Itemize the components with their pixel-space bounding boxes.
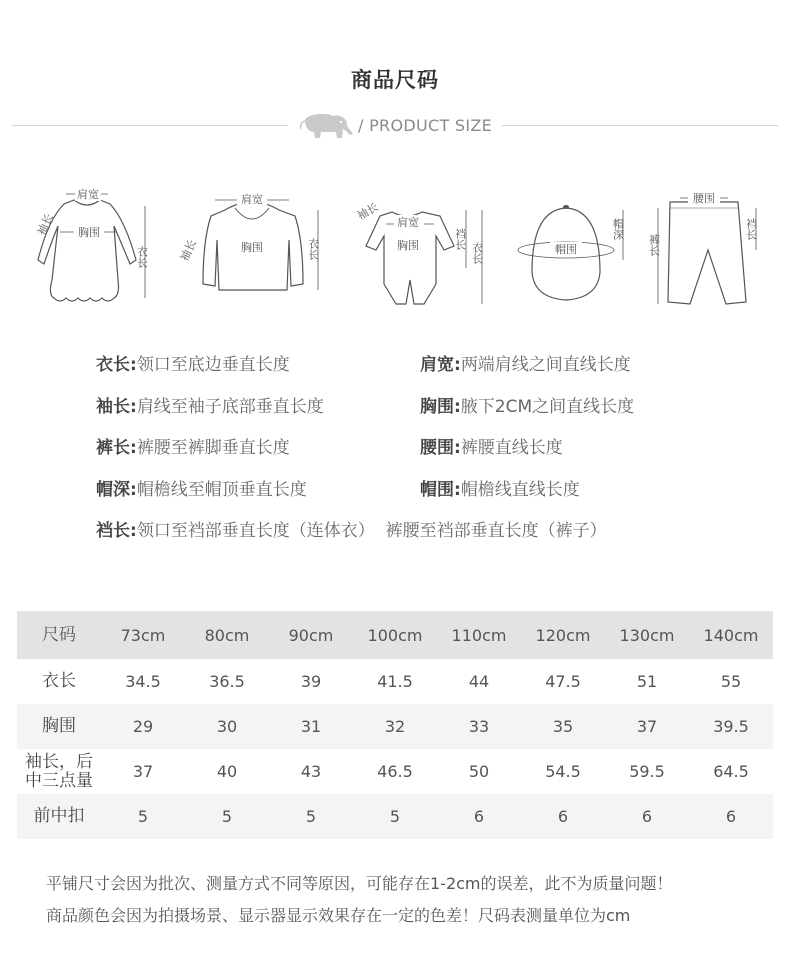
table-header-cell: 73cm [101, 611, 185, 659]
table-cell: 44 [437, 659, 521, 704]
table-row [17, 794, 773, 839]
table-cell: 5 [269, 794, 353, 839]
table-header-cell: 100cm [353, 611, 437, 659]
table-header-cell: 140cm [689, 611, 773, 659]
table-cell: 64.5 [689, 749, 773, 794]
definition-item: 裤长:裤腰至裤脚垂直长度 [96, 438, 290, 458]
romper-crotch-label: 裆长 [453, 228, 467, 250]
pants-diagram [647, 180, 770, 314]
table-cell: 37 [605, 704, 689, 749]
table-cell: 50 [437, 749, 521, 794]
definition-item: 肩宽:两端肩线之间直线长度 [420, 355, 631, 375]
table-cell: 32 [353, 704, 437, 749]
divider-left [12, 125, 288, 126]
definition-item: 腰围:裤腰直线长度 [420, 438, 563, 458]
definition-item: 袖长:肩线至袖子底部垂直长度 [96, 397, 324, 417]
table-row-label: 胸围 [17, 704, 101, 749]
elephant-icon [295, 112, 355, 140]
table-row [17, 704, 773, 749]
footnote-line: 平铺尺寸会因为批次、测量方式不同等原因，可能存在1-2cm的误差，此不为质量问题！ [46, 874, 673, 893]
romper-sleeve-label: 袖长 [355, 200, 381, 223]
table-cell: 34.5 [101, 659, 185, 704]
romper-shoulder-label: 肩宽 [397, 216, 419, 229]
table-cell: 33 [437, 704, 521, 749]
subtitle-row [12, 112, 778, 142]
table-cell: 31 [269, 704, 353, 749]
table-row [17, 659, 773, 704]
romper-chest-label: 胸围 [397, 239, 419, 252]
table-cell: 51 [605, 659, 689, 704]
definition-item: 帽围:帽檐线直线长度 [420, 480, 580, 500]
table-header-row [17, 611, 773, 659]
table-header-cell: 110cm [437, 611, 521, 659]
hoodie-sleeve-label: 袖长 [177, 237, 200, 264]
definition-item: 帽深:帽檐线至帽顶垂直长度 [96, 480, 307, 500]
page-title: 商品尺码 [351, 68, 439, 92]
table-cell: 41.5 [353, 659, 437, 704]
dress-diagram [30, 180, 149, 314]
page-subtitle: / PRODUCT SIZE [358, 116, 493, 135]
table-cell: 59.5 [605, 749, 689, 794]
footnote-line: 商品颜色会因为拍摄场景、显示器显示效果存在一定的色差！尺码表测量单位为cm [46, 906, 631, 925]
hat-circ-label: 帽围 [555, 243, 577, 256]
table-cell: 30 [185, 704, 269, 749]
dress-length-label: 衣长 [135, 246, 149, 268]
hoodie-diagram [175, 180, 330, 314]
table-header-cell: 90cm [269, 611, 353, 659]
table-cell: 6 [605, 794, 689, 839]
table-cell: 29 [101, 704, 185, 749]
garment-diagrams [0, 180, 790, 310]
definition-item: 裆长:领口至裆部垂直长度（连体衣） 裤腰至裆部垂直长度（裤子） [96, 521, 607, 541]
romper-diagram [350, 180, 500, 314]
table-cell: 47.5 [521, 659, 605, 704]
hat-diagram [510, 180, 640, 314]
divider-right [502, 125, 778, 126]
pants-length-label: 裤长 [647, 234, 661, 256]
table-header-cell: 130cm [605, 611, 689, 659]
table-cell: 6 [689, 794, 773, 839]
table-header-cell: 80cm [185, 611, 269, 659]
table-row-label: 衣长 [17, 659, 101, 704]
table-header-cell: 尺码 [17, 611, 101, 659]
table-cell: 35 [521, 704, 605, 749]
table-cell: 6 [521, 794, 605, 839]
table-cell: 39 [269, 659, 353, 704]
dress-shoulder-label: 肩宽 [77, 188, 99, 201]
definition-item: 衣长:领口至底边垂直长度 [96, 355, 290, 375]
table-cell: 5 [101, 794, 185, 839]
table-cell: 36.5 [185, 659, 269, 704]
table-row [17, 749, 773, 794]
hoodie-length-label: 衣长 [306, 238, 320, 260]
table-cell: 54.5 [521, 749, 605, 794]
table-row-label: 袖长，后中三点量 [17, 749, 101, 794]
footnotes [46, 872, 673, 936]
pants-crotch-label: 裆长 [744, 218, 758, 240]
size-table [17, 611, 773, 839]
table-cell: 46.5 [353, 749, 437, 794]
romper-length-label: 衣长 [470, 242, 484, 264]
table-cell: 5 [185, 794, 269, 839]
table-cell: 40 [185, 749, 269, 794]
dress-chest-label: 胸围 [78, 226, 100, 239]
table-header-cell: 120cm [521, 611, 605, 659]
table-row-label: 前中扣 [17, 794, 101, 839]
pants-waist-label: 腰围 [693, 192, 715, 205]
dress-sleeve-label: 袖长 [34, 211, 57, 238]
table-cell: 5 [353, 794, 437, 839]
table-cell: 37 [101, 749, 185, 794]
table-cell: 55 [689, 659, 773, 704]
hoodie-shoulder-label: 肩宽 [241, 193, 263, 206]
table-cell: 43 [269, 749, 353, 794]
definition-item: 胸围:腋下2CM之间直线长度 [420, 397, 635, 417]
table-cell: 39.5 [689, 704, 773, 749]
table-cell: 6 [437, 794, 521, 839]
hoodie-chest-label: 胸围 [241, 241, 263, 254]
hat-depth-label: 帽深 [611, 218, 625, 240]
